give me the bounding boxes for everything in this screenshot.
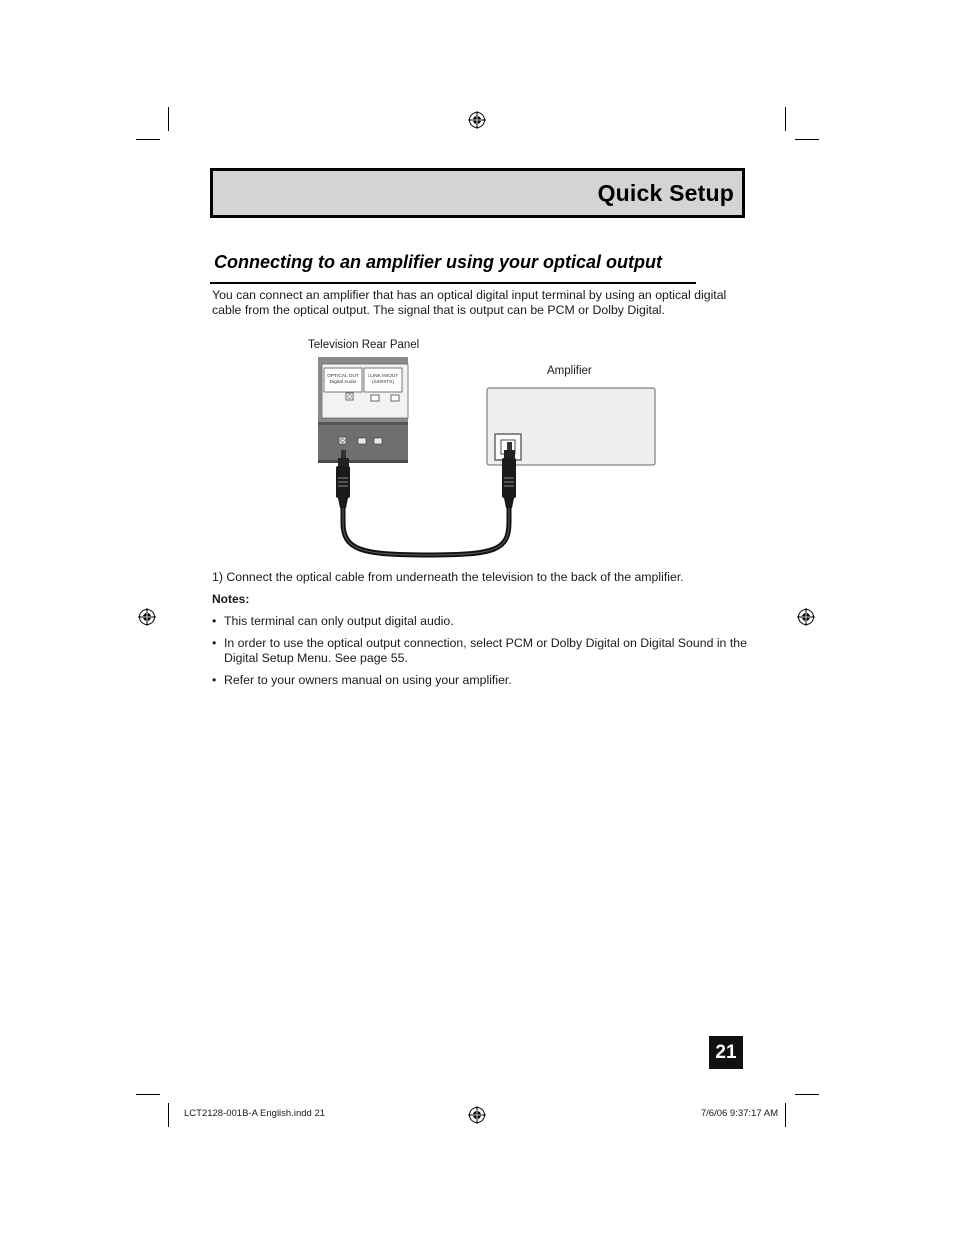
- section-divider: [210, 282, 696, 284]
- note-text: This terminal can only output digital audio.: [224, 614, 454, 628]
- ilink-label: i.LINK IN/OUT: [367, 374, 399, 379]
- amplifier-label: Amplifier: [547, 365, 592, 377]
- tv-optical-plug: [336, 450, 350, 508]
- footer-file-info: LCT2128-001B-A English.indd 21: [184, 1108, 326, 1119]
- optical-out-label: OPTICAL OUT: [327, 374, 359, 379]
- crop-mark: [168, 107, 169, 131]
- note-item: [212, 673, 747, 688]
- bullet-icon: •: [212, 614, 217, 628]
- section-title: Connecting to an amplifier using your optical output: [214, 252, 662, 272]
- note-text: Refer to your owners manual on using your amplifier.: [224, 673, 512, 687]
- bullet-icon: •: [212, 636, 217, 650]
- intro-paragraph: You can connect an amplifier that has an optical digital input terminal by using an optical digital cable from the optical output. The signal that is output can be PCM or Dolby Digital.: [212, 288, 727, 317]
- tv-panel-label: Television Rear Panel: [308, 339, 420, 351]
- page-number: 21: [709, 1036, 743, 1069]
- optical-cable: [343, 506, 509, 555]
- crop-mark: [785, 107, 786, 131]
- registration-mark-icon: [797, 608, 815, 626]
- page-title: Quick Setup: [597, 180, 734, 206]
- crop-mark: [795, 139, 819, 140]
- crop-mark: [795, 1094, 819, 1095]
- crop-mark: [168, 1103, 169, 1127]
- amp-optical-plug: [502, 442, 516, 508]
- registration-mark-icon: [468, 1106, 486, 1124]
- notes-heading: Notes:: [212, 592, 250, 606]
- bullet-icon: •: [212, 673, 217, 687]
- step-1: 1) Connect the optical cable from underneath the television to the back of the amplifier.: [212, 570, 684, 584]
- connection-diagram: [300, 350, 670, 565]
- crop-mark: [136, 1094, 160, 1095]
- note-item: [212, 636, 747, 666]
- crop-mark: [785, 1103, 786, 1127]
- footer-timestamp: 7/6/06 9:37:17 AM: [700, 1108, 778, 1119]
- header-banner: [210, 168, 745, 218]
- registration-mark-icon: [138, 608, 156, 626]
- note-text: In order to use the optical output connection, select PCM or Dolby Digital on Digital Sound in the Digital Setup Menu. See page 55.: [224, 636, 747, 665]
- digital-audio-label: Digital Audio: [329, 380, 357, 385]
- crop-mark: [136, 139, 160, 140]
- note-item: [212, 614, 747, 629]
- registration-mark-icon: [468, 111, 486, 129]
- ilink-spec-label: (S400/TS): [372, 380, 394, 385]
- tv-rear-panel: [318, 357, 408, 463]
